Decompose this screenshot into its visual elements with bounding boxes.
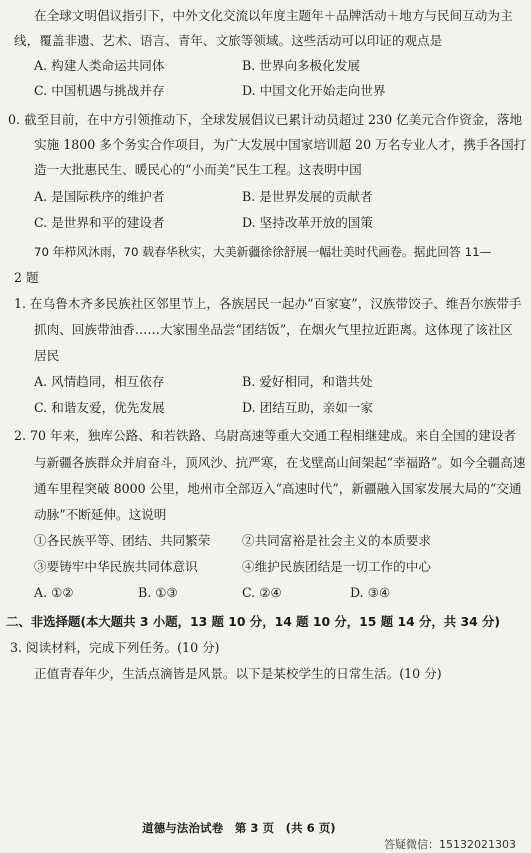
q12-stem-line2: 与新疆各族群众并肩奋斗，顶风沙、抗严寒，在戈壁高山间架起“幸福路”。如今全疆高速 xyxy=(34,455,526,470)
q12-stem-line4: 动脉”不断延伸。这说明 xyxy=(34,507,167,522)
q11-stem-line2: 抓肉、回族带油香……大家围坐品尝“团结饭”，在烟火气里拉近距离。这体现了该社区 xyxy=(34,322,513,337)
q10-stem-line2: 实施 1800 多个务实合作项目，为广大发展中国家培训超 20 万名专业人才，携手各国打 xyxy=(34,137,527,152)
q12-option-d: D. ③④ xyxy=(350,585,391,600)
section2-title: 二、非选择题(本大题共 3 小题，13 题 10 分，14 题 10 分，15 题 14 分，共 34 分) xyxy=(6,614,501,629)
q12-statement-2: ②共同富裕是社会主义的本质要求 xyxy=(242,533,431,548)
q13-stem: 3. 阅读材料，完成下列任务。(10 分) xyxy=(10,640,220,655)
q11-option-a: A. 风情趋同，相互依存 xyxy=(34,374,165,389)
q11-option-d: D. 团结互助，亲如一家 xyxy=(242,400,373,415)
q10-stem-line1: 0. 截至目前，在中方引领推动下，全球发展倡议已累计动员超过 230 亿美元合作资金，落地 xyxy=(8,112,523,127)
q11-option-c: C. 和谐友爱，优先发展 xyxy=(34,400,165,415)
q10-option-a: A. 是国际秩序的维护者 xyxy=(34,189,165,204)
q12-option-a: A. ①② xyxy=(34,585,74,600)
q12-statement-1: ①各民族平等、团结、共同繁荣 xyxy=(34,533,211,548)
q12-option-b: B. ①③ xyxy=(138,585,178,600)
q11-stem-line3: 居民 xyxy=(34,348,60,363)
q10-stem-line3: 造一大批惠民生、暖民心的“小而美”民生工程。这表明中国 xyxy=(34,162,362,177)
wechat-contact: 答疑微信：15132021303 xyxy=(384,838,516,851)
q9-stem-line2: 线，覆盖非遗、艺术、语言、青年、文旅等领域。这些活动可以印证的观点是 xyxy=(14,33,443,48)
q9-option-c: C. 中国机遇与挑战并存 xyxy=(34,83,165,98)
q12-stem-line1: 2. 70 年来，独库公路、和若铁路、乌尉高速等重大交通工程相继建成。来自全国的建设者 xyxy=(14,428,517,443)
q10-option-d: D. 坚持改革开放的国策 xyxy=(242,215,373,230)
q11-stem-line1: 1. 在乌鲁木齐多民族社区邻里节上，各族居民一起办“百家宴”，汉族带饺子、维吾尔族带手 xyxy=(14,296,522,311)
q9-option-d: D. 中国文化开始走向世界 xyxy=(242,83,386,98)
q9-option-b: B. 世界向多极化发展 xyxy=(242,58,361,73)
q10-option-c: C. 是世界和平的建设者 xyxy=(34,215,165,230)
q12-option-c: C. ②④ xyxy=(242,585,282,600)
q11-option-b: B. 爱好相同，和谐共处 xyxy=(242,374,373,389)
q9-stem-line1: 在全球文明倡议指引下，中外文化交流以年度主题年＋品牌活动＋地方与民间互动为主 xyxy=(34,8,513,23)
q12-statement-3: ③要铸牢中华民族共同体意识 xyxy=(34,559,198,574)
q10-option-b: B. 是世界发展的贡献者 xyxy=(242,189,373,204)
material-line2: 2 题 xyxy=(14,270,39,285)
material-line1: 70 年栉风沐雨，70 载春华秋实，大美新疆徐徐舒展一幅壮美时代画卷。据此回答 11— xyxy=(34,245,492,259)
q9-option-a: A. 构建人类命运共同体 xyxy=(34,58,165,73)
q13-intro: 正值青春年少，生活点滴皆是风景。以下是某校学生的日常生活。(10 分) xyxy=(34,666,442,681)
q12-statement-4: ④维护民族团结是一切工作的中心 xyxy=(242,559,431,574)
q12-stem-line3: 通车里程突破 8000 公里，地州市全部迈入“高速时代”，新疆融入国家发展大局的“交通 xyxy=(34,481,522,496)
page-footer: 道德与法治试卷 第 3 页 (共 6 页) xyxy=(142,821,336,835)
